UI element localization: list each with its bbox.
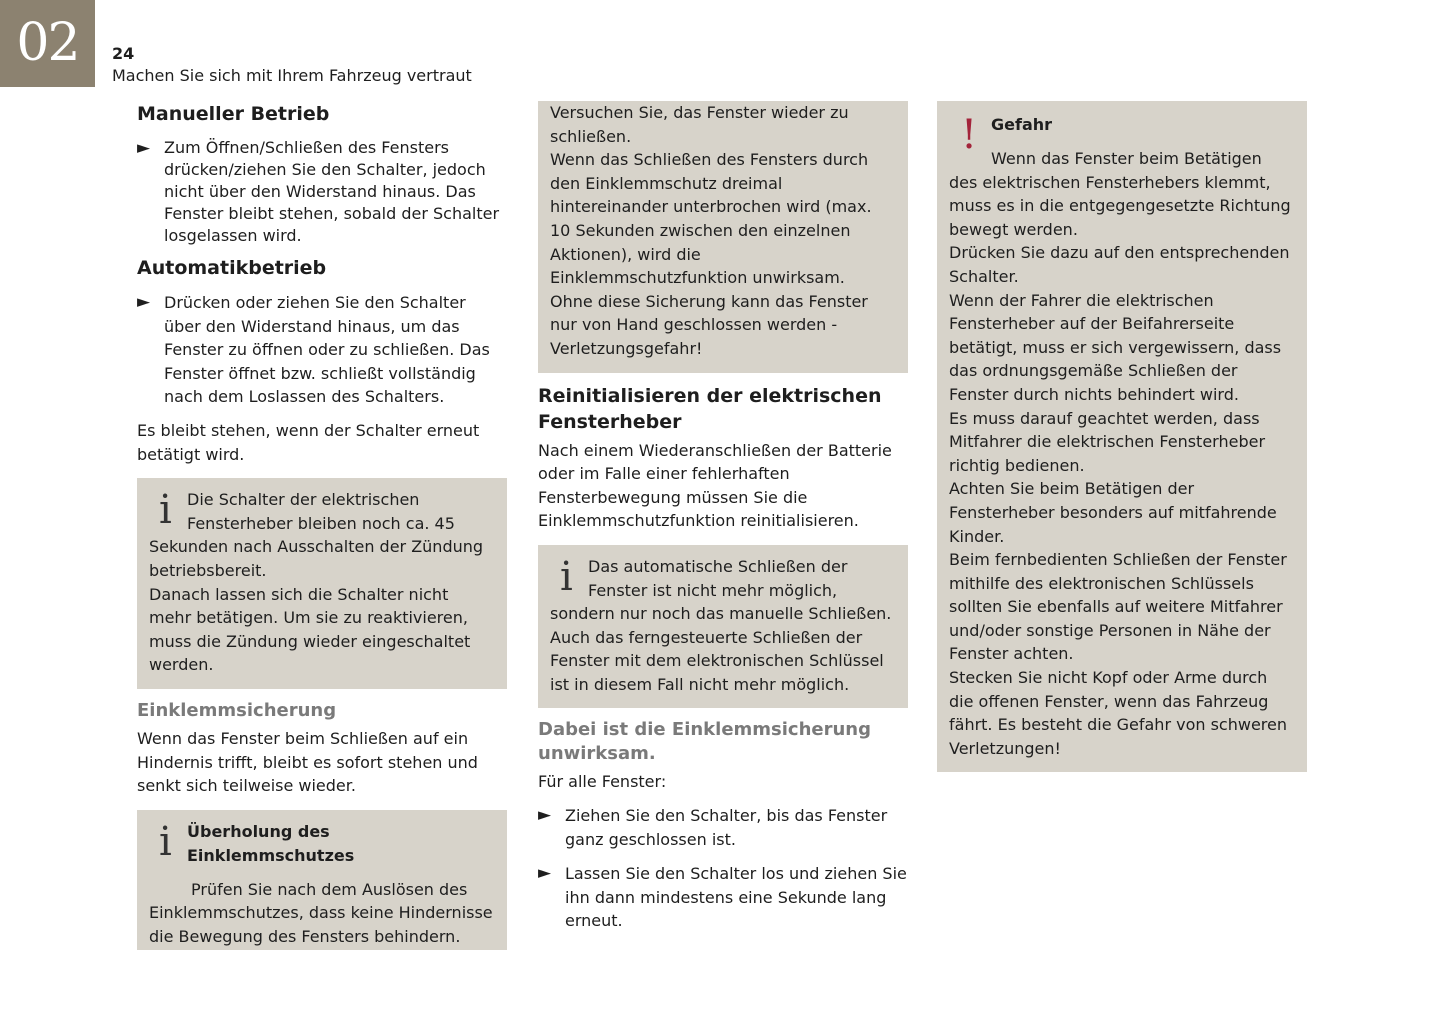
bullet-text: Lassen Sie den Schalter los und ziehen Sie ihn dann mindestens eine Sekunde lang erneut. <box>565 864 907 931</box>
danger-text: des elektrischen Fensterhebers klemmt, muss es in die entgegengesetzte Richtung bewegt werden. <box>949 172 1291 239</box>
pinch-protection-heading: Einklemmsicherung <box>137 699 337 721</box>
info-text: Einklemmschutzes, dass keine Hindernisse die Bewegung des Fensters behindern. <box>149 903 493 946</box>
info-box-title: Überholung des Einklemmschutzes <box>187 821 355 865</box>
danger-exclamation-icon: ! <box>961 112 978 158</box>
bullet-text: Ziehen Sie den Schalter, bis das Fenster ganz geschlossen ist. <box>565 806 888 849</box>
pinch-inactive-heading: Dabei ist die Einklemmsicherung unwirksam. <box>538 719 872 765</box>
info-box-pinch-overhaul <box>137 810 507 951</box>
manual-operation-bullet <box>137 137 507 247</box>
auto-operation-heading: Automatikbetrieb <box>137 257 327 279</box>
info-icon: i <box>159 818 172 865</box>
column-left <box>137 101 507 950</box>
info-text: Danach lassen sich die Schalter nicht mehr betätigen. Um sie zu reaktivieren, muss die Zündung wieder eingeschaltet werden. <box>149 584 471 675</box>
manual-operation-heading: Manueller Betrieb <box>137 103 330 125</box>
bullet-text: Zum Öffnen/Schließen des Fensters drücken/ziehen Sie den Schalter, jedoch nicht über den Widerstand hinaus. Das Fenster bleibt stehen, sobald der Schalter losgelassen wird. <box>164 138 500 245</box>
all-windows-label: Für alle Fenster: <box>538 772 667 792</box>
danger-box <box>937 101 1307 772</box>
bullet-text: Drücken oder ziehen Sie den Schalter über den Widerstand hinaus, um das Fenster zu öffnen oder zu schließen. Das Fenster öffnet bzw. schließt vollständig nach dem Loslassen des Schalters. <box>164 293 490 407</box>
info-text: sondern nur noch das manuelle Schließen. <box>550 604 892 624</box>
page-header-title: Machen Sie sich mit Ihrem Fahrzeug vertraut <box>112 66 472 85</box>
bullet-arrow-icon: ► <box>137 138 151 158</box>
danger-text: Es muss darauf geachtet werden, dass Mitfahrer die elektrischen Fensterheber richtig bedienen. <box>949 408 1266 475</box>
step-bullet <box>538 862 908 933</box>
danger-title: Gefahr <box>991 115 1053 134</box>
reinitialize-text: Nach einem Wiederanschließen der Batterie oder im Falle einer fehlerhaften Fensterbewegung müssen Sie die Einklemmschutzfunktion reinitialisieren. <box>538 440 892 531</box>
column-right <box>937 101 1307 772</box>
danger-text: Achten Sie beim Betätigen der Fensterheber besonders auf mitfahrende Kinder. <box>949 479 1277 546</box>
info-box-switch-timeout <box>137 478 507 689</box>
chapter-number: 02 <box>0 0 95 87</box>
danger-text: Stecken Sie nicht Kopf oder Arme durch die offenen Fenster, wenn das Fahrzeug fährt. Es besteht die Gefahr von schweren Verletzungen! <box>949 668 1287 758</box>
info-text: Versuchen Sie, das Fenster wieder zu schließen. <box>550 103 849 146</box>
step-bullet <box>538 804 908 851</box>
bullet-arrow-icon: ► <box>137 292 151 312</box>
info-text: Ohne diese Sicherung kann das Fenster nur von Hand geschlossen werden - Verletzungsgefahr! <box>550 291 868 358</box>
info-icon: i <box>159 487 172 534</box>
danger-text: Wenn das Fenster beim Betätigen <box>991 149 1262 168</box>
reinitialize-heading: Reinitialisieren der elektrischen Fensterheber <box>538 384 882 433</box>
page-number: 24 <box>112 44 135 63</box>
danger-text: Drücken Sie dazu auf den entsprechenden Schalter. <box>949 243 1290 286</box>
info-text: Sekunden nach Ausschalten der Zündung betriebsbereit. <box>149 537 484 580</box>
bullet-arrow-icon: ► <box>538 805 552 826</box>
danger-text: Beim fernbedienten Schließen der Fenster mithilfe des elektronischen Schlüssels sollten Sie ebenfalls auf weitere Mitfahrer und/oder sonstige Personen in Nähe der Fenster achten. <box>949 550 1287 664</box>
column-middle <box>538 101 908 933</box>
danger-text: Wenn der Fahrer die elektrischen Fensterheber auf der Beifahrerseite betätigt, muss er sich vergewissern, dass das ordnungsgemäße Schließen der Fenster durch nichts behindert wird. <box>949 290 1282 404</box>
auto-operation-note: Es bleibt stehen, wenn der Schalter erneut betätigt wird. <box>137 420 480 464</box>
info-box-auto-close <box>538 545 908 709</box>
auto-operation-bullet <box>137 291 507 409</box>
info-text: Wenn das Schließen des Fensters durch den Einklemmschutz dreimal hintereinander unterbrochen wird (max. 10 Sekunden zwischen den einzelnen Aktionen), wird die Einklemmschutzfunktion unwirksam. <box>550 150 872 288</box>
info-text: Prüfen Sie nach dem Auslösen des <box>191 879 468 899</box>
info-icon: i <box>560 553 573 600</box>
pinch-protection-text: Wenn das Fenster beim Schließen auf ein Hindernis trifft, bleibt es sofort stehen und senkt sich teilweise wieder. <box>137 728 478 796</box>
bullet-arrow-icon: ► <box>538 863 552 884</box>
info-box-pinch-continued <box>538 101 908 373</box>
info-text: Die Schalter der elektrischen Fensterheber bleiben noch ca. 45 <box>187 490 455 533</box>
info-text: Auch das ferngesteuerte Schließen der Fenster mit dem elektronischen Schlüssel ist in diesem Fall nicht mehr möglich. <box>550 627 884 694</box>
info-text: Das automatische Schließen der Fenster ist nicht mehr möglich, <box>588 556 848 600</box>
